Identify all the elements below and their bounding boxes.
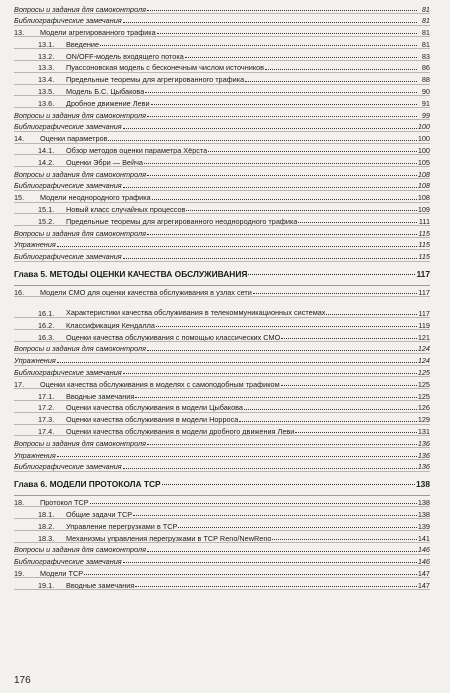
toc-entry-page: 81 xyxy=(421,16,430,26)
toc-entry xyxy=(14,203,430,215)
toc-entry-page: 91 xyxy=(421,98,430,108)
toc-entry-number: 13.4. xyxy=(38,75,55,85)
toc-entry xyxy=(14,155,430,167)
toc-entry-title: Глава 6. МОДЕЛИ ПРОТОКОЛА TCP xyxy=(14,479,161,489)
toc-entry-title: Библиографические замечания xyxy=(14,253,122,261)
toc-entry-title: Модель Б.С. Цыбакова xyxy=(66,88,145,96)
toc-entry-title: Библиографические замечания xyxy=(14,558,122,566)
dot-leader xyxy=(123,562,417,563)
dot-leader xyxy=(244,409,417,410)
toc-entry-number: 19. xyxy=(14,568,25,578)
toc-entry xyxy=(14,448,430,460)
dot-leader xyxy=(152,199,417,200)
toc-entry-page: 81 xyxy=(421,28,430,38)
dot-leader xyxy=(100,45,417,46)
table-of-contents xyxy=(14,2,430,590)
toc-entry-page: 90 xyxy=(421,87,430,97)
toc-entry-title: Библиографические замечания xyxy=(14,123,122,131)
page-number: 176 xyxy=(14,675,31,686)
toc-entry-title: Библиографические замечания xyxy=(14,182,122,190)
toc-entry-page: 138 xyxy=(417,509,430,519)
toc-chapter xyxy=(14,474,430,496)
toc-entry-title: Оценки качества обслуживания в модели Цыбакова xyxy=(66,404,243,412)
toc-entry-title: Оценки параметров xyxy=(40,135,108,143)
toc-entry-title: Оценки Эбри — Вейча xyxy=(66,158,143,167)
toc-entry xyxy=(14,37,430,49)
dot-leader xyxy=(135,397,416,398)
toc-entry-number: 17.2. xyxy=(38,403,55,413)
toc-entry-number: 17.4. xyxy=(38,427,55,436)
toc-entry-page: 141 xyxy=(417,533,430,543)
dot-leader xyxy=(156,326,417,327)
toc-entry-title: Классификация Кендалла xyxy=(66,321,155,330)
dot-leader xyxy=(123,258,417,259)
toc-entry-number: 16.2. xyxy=(38,320,55,330)
toc-entry-number: 14.1. xyxy=(38,146,55,156)
toc-entry-title: Вводные замечания xyxy=(66,581,135,590)
toc-entry xyxy=(14,238,430,250)
dot-leader xyxy=(245,81,417,82)
dot-leader xyxy=(57,362,417,363)
toc-entry xyxy=(14,566,430,578)
dot-leader xyxy=(57,246,417,247)
toc-entry-page: 88 xyxy=(421,75,430,85)
toc-entry-page: 125 xyxy=(417,379,430,389)
toc-entry-title: Упражнения xyxy=(14,451,56,459)
toc-entry-page: 83 xyxy=(421,51,430,61)
dot-leader xyxy=(123,22,417,23)
toc-entry-title: Предельные теоремы для агрегированного неоднородного трафика xyxy=(66,217,298,226)
toc-entry xyxy=(14,354,430,366)
dot-leader xyxy=(135,586,416,587)
toc-entry xyxy=(14,389,430,401)
toc-entry-number: 16.3. xyxy=(38,332,55,342)
dot-leader xyxy=(133,515,417,516)
toc-entry-page: 108 xyxy=(417,193,430,203)
toc-entry-page: 147 xyxy=(417,580,430,590)
toc-entry-page: 108 xyxy=(417,169,430,179)
toc-entry xyxy=(14,61,430,73)
toc-entry xyxy=(14,425,430,437)
toc-entry-page: 105 xyxy=(417,157,430,167)
dot-leader xyxy=(298,222,417,223)
toc-entry-title: Предельные теоремы для агрегированного трафика xyxy=(66,76,245,84)
dot-leader xyxy=(162,484,415,485)
toc-entry xyxy=(14,14,430,26)
toc-entry-number: 15.2. xyxy=(38,216,55,226)
toc-entry-number: 18.3. xyxy=(38,533,55,543)
toc-entry xyxy=(14,401,430,413)
toc-entry-title: ON/OFF-модель входящего потока xyxy=(66,52,184,60)
dot-leader xyxy=(281,385,417,386)
toc-entry-page: 146 xyxy=(417,557,430,567)
toc-entry-page: 111 xyxy=(418,216,430,226)
dot-leader xyxy=(248,274,415,275)
toc-entry-title: Характеристики качества обслуживания в телекоммуникационных системах xyxy=(66,307,326,317)
toc-entry-page: 115 xyxy=(418,252,430,262)
toc-entry-page: 138 xyxy=(417,498,430,508)
toc-entry-title: Библиографические замечания xyxy=(14,463,122,471)
toc-entry xyxy=(14,2,430,14)
toc-entry xyxy=(14,167,430,179)
dot-leader xyxy=(272,539,416,540)
toc-entry-title: Библиографические замечания xyxy=(14,17,122,25)
toc-entry-page: 100 xyxy=(417,122,430,132)
toc-entry-title: Новый класс случайных процессов xyxy=(66,206,186,214)
dot-leader xyxy=(144,163,417,164)
toc-entry-number: 17.1. xyxy=(38,391,55,401)
dot-leader xyxy=(185,57,417,58)
toc-entry xyxy=(14,214,430,226)
dot-leader xyxy=(147,10,417,11)
toc-entry-number: 13. xyxy=(14,28,25,38)
toc-entry xyxy=(14,436,430,448)
toc-entry xyxy=(14,460,430,472)
toc-entry-title: Модели агрегированного трафика xyxy=(40,29,156,37)
toc-entry-title: Вопросы и задания для самоконтроля xyxy=(14,229,146,237)
toc-entry-page: 139 xyxy=(417,521,430,531)
toc-entry-title: Оценки качества обслуживания с помощью классических СМО xyxy=(66,333,281,341)
toc-entry-page: 119 xyxy=(418,320,430,330)
toc-entry-number: 17. xyxy=(14,379,25,389)
toc-entry xyxy=(14,144,430,156)
toc-entry-title: Вопросы и задания для самоконтроля xyxy=(14,5,146,13)
toc-entry xyxy=(14,26,430,38)
toc-entry-page: 136 xyxy=(417,438,430,448)
toc-entry xyxy=(14,132,430,144)
dot-leader xyxy=(239,421,417,422)
toc-entry-title: Вводные замечания xyxy=(66,392,135,400)
toc-entry-page: 136 xyxy=(417,462,430,472)
toc-entry-number: 13.2. xyxy=(38,51,55,61)
toc-entry-number: 13.3. xyxy=(38,63,55,73)
toc-entry-number: 18. xyxy=(14,498,25,508)
toc-entry xyxy=(14,377,430,389)
toc-entry-title: Дробное движение Леви xyxy=(66,99,150,108)
dot-leader xyxy=(253,293,417,294)
toc-entry xyxy=(14,413,430,425)
toc-entry-page: 86 xyxy=(421,63,430,73)
dot-leader xyxy=(84,574,417,575)
toc-entry-title: Упражнения xyxy=(14,357,56,365)
toc-entry-title: Вопросы и задания для самоконтроля xyxy=(14,546,146,554)
toc-entry-title: Упражнения xyxy=(14,241,56,249)
toc-entry-page: 117 xyxy=(416,268,430,279)
toc-entry-page: 147 xyxy=(417,568,430,578)
toc-entry-page: 124 xyxy=(417,344,430,354)
toc-entry-page: 131 xyxy=(417,427,430,436)
toc-entry xyxy=(14,578,430,590)
toc-entry-page: 125 xyxy=(417,391,430,401)
dot-leader xyxy=(208,151,417,152)
toc-entry-number: 16. xyxy=(14,288,25,298)
toc-entry-page: 126 xyxy=(417,403,430,413)
toc-entry-title: Вопросы и задания для самоконтроля xyxy=(14,111,146,119)
toc-entry-title: Вопросы и задания для самоконтроля xyxy=(14,439,146,448)
toc-entry-title: Модели неоднородного трафика xyxy=(40,194,151,202)
toc-entry-page: 81 xyxy=(421,39,430,49)
toc-entry-page: 136 xyxy=(417,450,430,460)
toc-entry xyxy=(14,286,430,298)
toc-entry-title: Механизмы управления перегрузками в TCP Reno/NewReno xyxy=(66,534,272,542)
toc-entry xyxy=(14,108,430,120)
toc-entry-page: 146 xyxy=(417,545,430,555)
toc-entry-page: 125 xyxy=(417,368,430,378)
toc-entry-title: Вопросы и задания для самоконтроля xyxy=(14,345,146,353)
toc-entry xyxy=(14,531,430,543)
toc-entry-page: 129 xyxy=(417,415,430,425)
dot-leader xyxy=(123,373,417,374)
toc-entry xyxy=(14,507,430,519)
dot-leader xyxy=(90,503,417,504)
toc-entry-page: 100 xyxy=(417,134,430,144)
dot-leader xyxy=(123,187,417,188)
toc-entry-page: 108 xyxy=(417,181,430,191)
toc-entry xyxy=(14,85,430,97)
toc-entry-title: Пуассоновская модель с бесконечным числом источников xyxy=(66,64,265,72)
toc-entry-title: Модели TCP xyxy=(40,569,84,578)
dot-leader xyxy=(108,140,416,141)
dot-leader xyxy=(157,33,417,34)
toc-entry xyxy=(14,191,430,203)
toc-entry xyxy=(14,330,430,342)
toc-entry-title: Общие задачи TCP xyxy=(66,510,133,519)
dot-leader xyxy=(147,116,417,117)
toc-entry xyxy=(14,496,430,508)
toc-entry-number: 14. xyxy=(14,134,25,144)
toc-entry-title: Обзор методов оценки параметра Хёрста xyxy=(66,147,208,155)
toc-entry-page: 138 xyxy=(416,478,430,489)
toc-entry-title: Модели СМО для оценки качества обслуживания в узлах сети xyxy=(40,289,252,297)
toc-entry-title: Глава 5. МЕТОДЫ ОЦЕНКИ КАЧЕСТВА ОБСЛУЖИВАНИЯ xyxy=(14,269,248,279)
toc-entry-number: 14.2. xyxy=(38,157,55,167)
dot-leader xyxy=(295,432,416,433)
toc-entry-title: Оценки качества обслуживания в модели дробного движения Леви xyxy=(66,428,295,436)
toc-entry-title: Протокол TCP xyxy=(40,499,89,507)
toc-entry xyxy=(14,543,430,555)
toc-entry xyxy=(14,120,430,132)
toc-entry xyxy=(14,555,430,567)
dot-leader xyxy=(147,444,417,445)
dot-leader xyxy=(123,128,417,129)
dot-leader xyxy=(151,104,417,105)
toc-entry-page: 115 xyxy=(418,228,430,238)
toc-entry xyxy=(14,73,430,85)
dot-leader xyxy=(265,69,417,70)
dot-leader xyxy=(57,456,417,457)
toc-entry-page: 109 xyxy=(417,205,430,215)
toc-entry-page: 124 xyxy=(417,356,430,366)
toc-entry-title: Управление перегрузками в TCP xyxy=(66,522,178,531)
toc-chapter xyxy=(14,264,430,286)
toc-entry-number: 16.1. xyxy=(38,309,55,319)
dot-leader xyxy=(147,234,417,235)
toc-entry-title: Вопросы и задания для самоконтроля xyxy=(14,170,146,178)
toc-entry-number: 18.2. xyxy=(38,521,55,531)
toc-entry xyxy=(14,96,430,108)
toc-entry xyxy=(14,49,430,61)
toc-entry-title: Оценки качества обслуживания в модели Норроса xyxy=(66,416,239,424)
toc-entry xyxy=(14,179,430,191)
toc-entry xyxy=(14,297,430,318)
toc-entry-title: Введение xyxy=(66,40,100,49)
dot-leader xyxy=(147,175,417,176)
dot-leader xyxy=(186,210,416,211)
toc-entry xyxy=(14,226,430,238)
toc-entry-number: 19.1. xyxy=(38,580,55,590)
dot-leader xyxy=(178,527,416,528)
dot-leader xyxy=(281,338,417,339)
dot-leader xyxy=(147,551,417,552)
toc-entry xyxy=(14,342,430,354)
toc-entry-page: 117 xyxy=(418,288,430,298)
toc-entry-page: 100 xyxy=(417,146,430,156)
toc-entry-number: 17.3. xyxy=(38,415,55,425)
toc-entry-page: 121 xyxy=(417,332,430,342)
toc-entry-page: 115 xyxy=(418,240,430,250)
toc-entry-number: 18.1. xyxy=(38,509,55,519)
toc-entry-number: 15. xyxy=(14,193,25,203)
dot-leader xyxy=(123,468,417,469)
toc-entry xyxy=(14,318,430,330)
toc-entry-number: 13.1. xyxy=(38,39,55,49)
toc-entry-number: 13.5. xyxy=(38,87,55,97)
toc-entry-title: Библиографические замечания xyxy=(14,369,122,377)
toc-entry-number: 15.1. xyxy=(38,205,55,215)
toc-entry xyxy=(14,250,430,262)
dot-leader xyxy=(145,92,417,93)
toc-entry xyxy=(14,519,430,531)
toc-entry-page: 81 xyxy=(421,4,430,14)
toc-entry-page: 117 xyxy=(418,309,430,319)
dot-leader xyxy=(326,314,417,315)
toc-entry-page: 99 xyxy=(421,110,430,120)
toc-entry xyxy=(14,366,430,378)
toc-entry-title: Оценки качества обслуживания в моделях с самоподобным трафиком xyxy=(40,380,280,389)
toc-entry-number: 13.6. xyxy=(38,98,55,108)
dot-leader xyxy=(147,350,417,351)
